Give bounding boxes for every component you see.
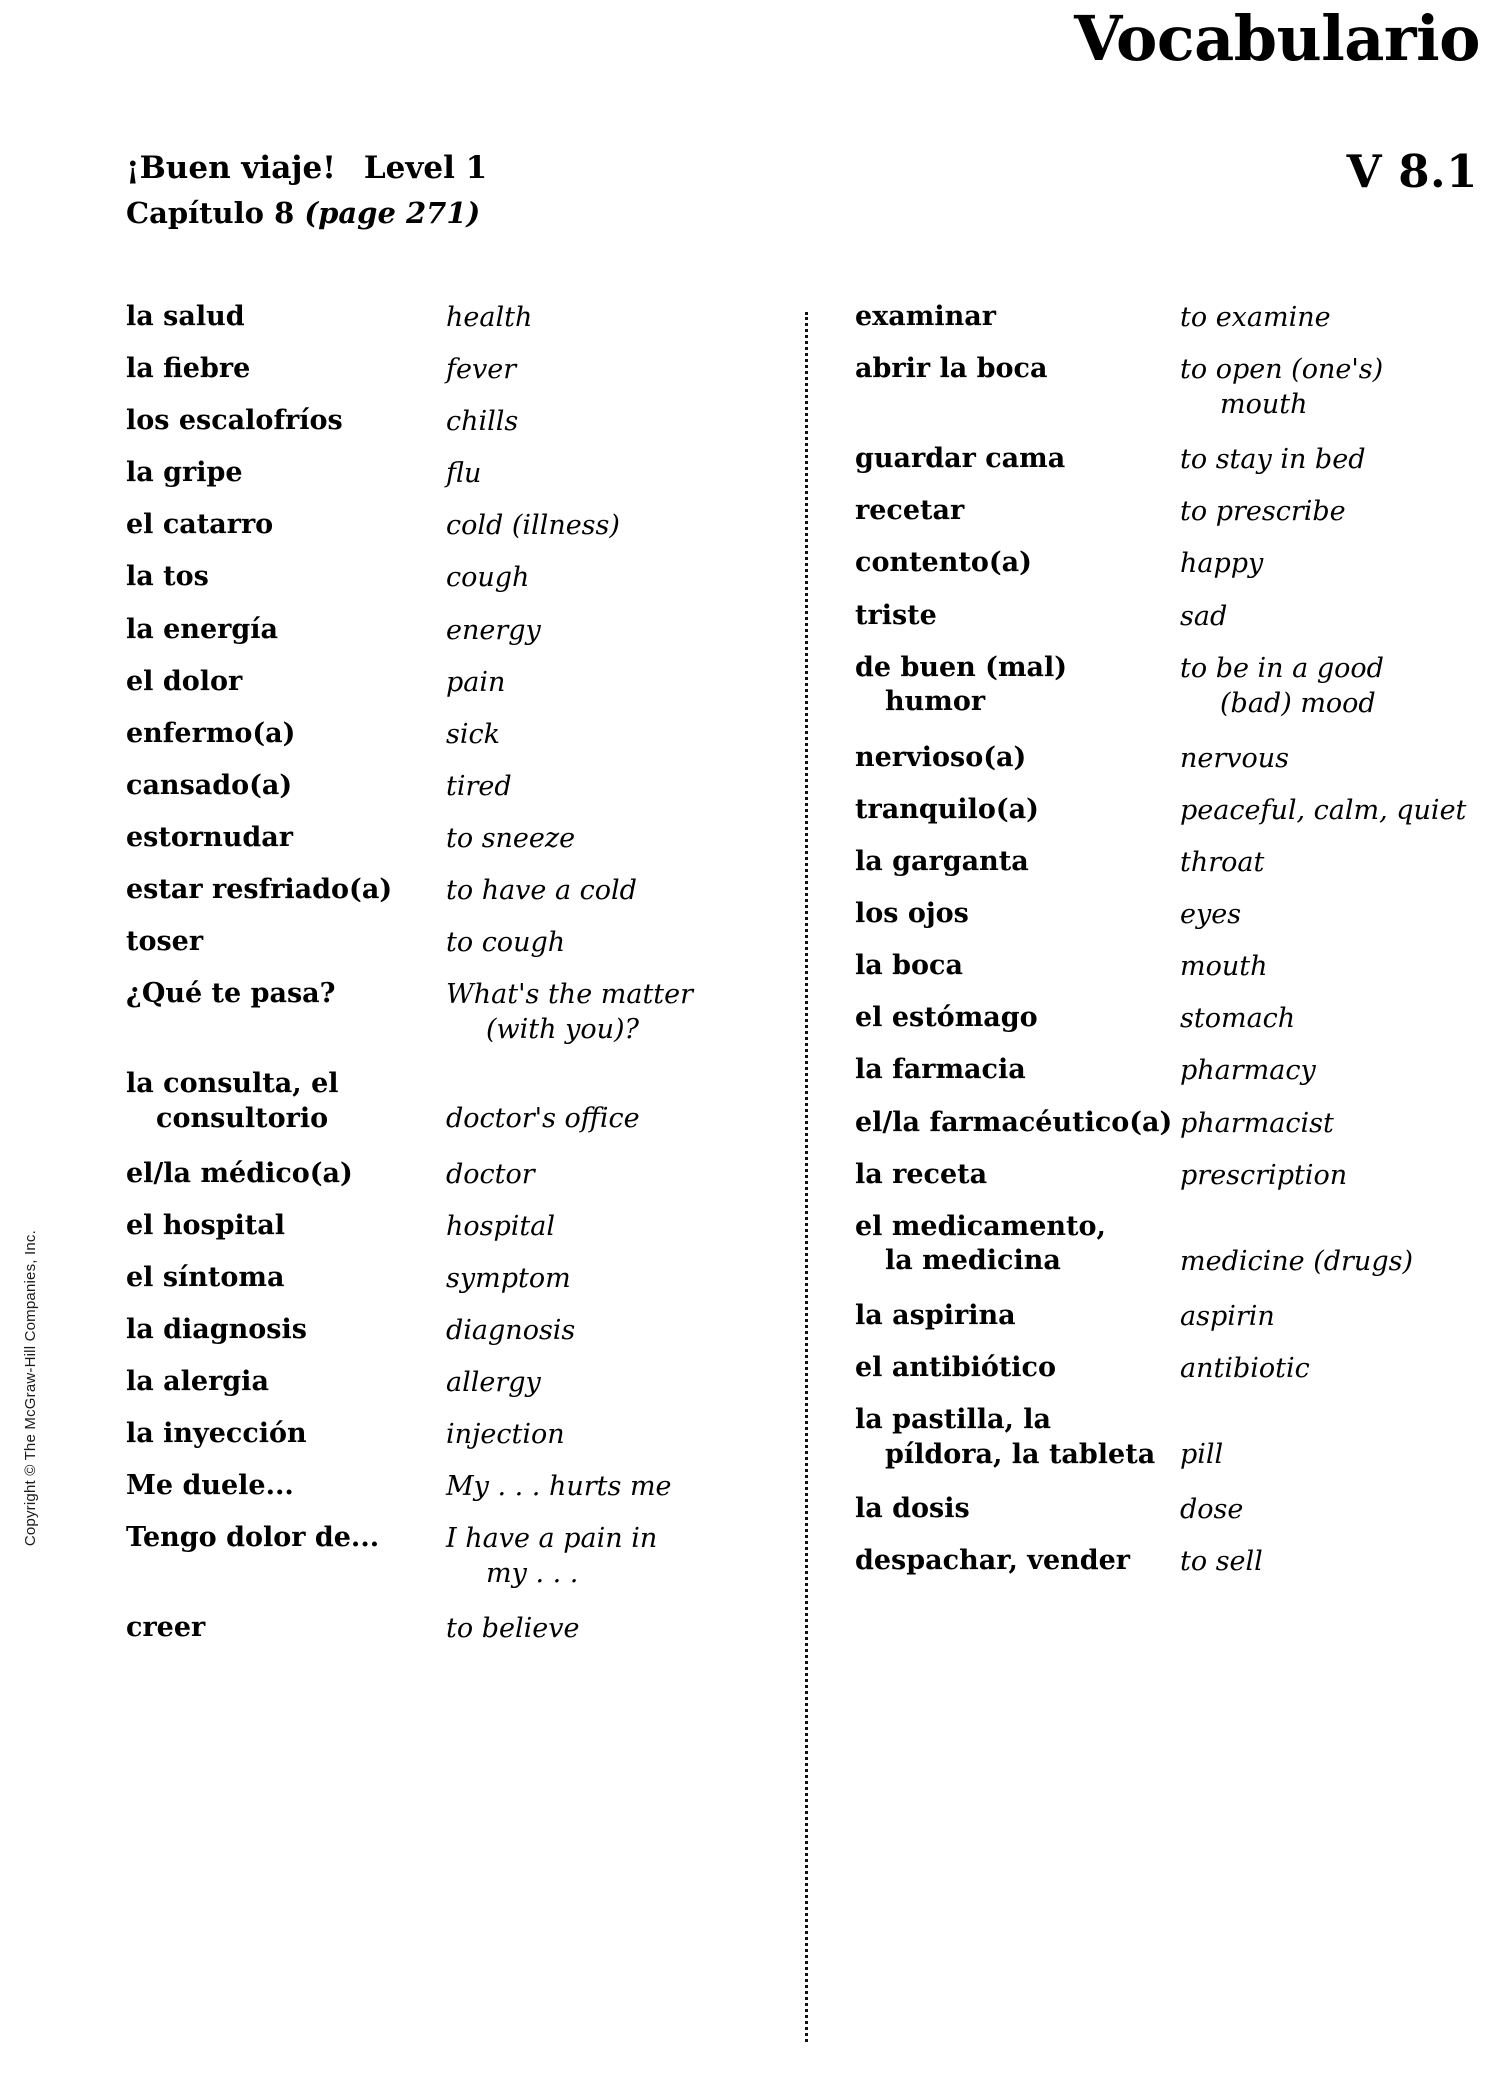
vocabulary-definition-text: to stay in bed: [1180, 444, 1366, 476]
vocabulary-definition-text: happy: [1180, 548, 1264, 580]
vocabulary-definition: [1180, 793, 1475, 828]
vocabulary-definition-text: allergy: [446, 1366, 541, 1398]
vocabulary-definition: [1180, 300, 1475, 335]
vocabulary-term-text: la garganta: [855, 846, 1029, 878]
vocabulary-entry: [855, 1492, 1475, 1527]
vocabulary-term: [126, 977, 446, 1012]
vocabulary-entry: [855, 949, 1475, 984]
vocabulary-term: [126, 717, 446, 752]
vocabulary-definition-text: sad: [1180, 600, 1228, 632]
vocabulary-term-text: el síntoma: [126, 1261, 285, 1293]
vocabulary-term: [126, 769, 446, 804]
vocabulary-definition: [1180, 599, 1475, 634]
vocabulary-term: [126, 352, 446, 387]
vocabulary-entry: [126, 1067, 786, 1136]
vocabulary-entry: [855, 1351, 1475, 1386]
vocabulary-definition-text: pharmacist: [1180, 1107, 1334, 1139]
vocabulary-definition-text: cold (illness): [446, 510, 620, 542]
vocabulary-definition: [446, 925, 786, 960]
vocabulary-definition: [446, 352, 786, 387]
vocabulary-definition: [1180, 1299, 1475, 1334]
vocabulary-entry: [126, 560, 786, 595]
vocabulary-term-text: los ojos: [855, 898, 969, 930]
vocabulary-term-text: enfermo(a): [126, 717, 296, 749]
vocabulary-term: [126, 1313, 446, 1348]
vocabulary-term-text: Me duele...: [126, 1470, 294, 1502]
vocabulary-definition: [1180, 494, 1475, 529]
vocabulary-definition-text: flu: [446, 458, 482, 490]
vocabulary-definition-text: to believe: [446, 1613, 580, 1645]
vocabulary-definition: [446, 1469, 786, 1504]
vocabulary-term-text: estornudar: [126, 821, 293, 853]
vocabulary-term: [855, 1053, 1180, 1088]
vocabulary-definition-text: medicine (drugs): [1180, 1245, 1413, 1277]
vocabulary-definition-text: peaceful, calm, quiet: [1180, 794, 1467, 826]
vocabulary-definition: [1180, 1158, 1475, 1193]
vocabulary-definition-text: to be in a good: [1180, 652, 1384, 684]
vocabulary-definition: [446, 560, 786, 595]
vocabulary-term-text: cansado(a): [126, 769, 293, 801]
vocabulary-definition-text: chills: [446, 406, 519, 438]
vocabulary-term-text-cont: humor: [885, 686, 986, 718]
vocabulary-definition: [446, 769, 786, 804]
vocabulary-definition-text: cough: [446, 562, 530, 594]
vocabulary-entry: [126, 300, 786, 335]
vocabulary-term: [126, 1067, 446, 1136]
vocabulary-term: [126, 404, 446, 439]
vocabulary-term-text: los escalofríos: [126, 405, 343, 437]
vocabulary-entry: [126, 1611, 786, 1646]
vocabulary-definition-text: to prescribe: [1180, 496, 1346, 528]
vocabulary-entry: [126, 873, 786, 908]
vocabulary-term-text: despachar, vender: [855, 1545, 1131, 1577]
vocabulary-definition: [1180, 1210, 1475, 1279]
vocabulary-term-text: la boca: [855, 950, 963, 982]
vocabulary-term-text: ¿Qué te pasa?: [126, 978, 336, 1010]
vocabulary-entry: [126, 821, 786, 856]
vocabulary-term-text: el hospital: [126, 1209, 286, 1241]
vocabulary-term: [855, 1001, 1180, 1036]
vocabulary-definition-text: doctor's office: [446, 1103, 640, 1135]
vocabulary-term: [126, 1365, 446, 1400]
vocabulary-entry: [855, 897, 1475, 932]
vocabulary-term: [855, 1210, 1180, 1279]
vocabulary-term: [855, 897, 1180, 932]
vocabulary-definition-text: aspirin: [1180, 1300, 1275, 1332]
page-title: Vocabulario: [1074, 2, 1480, 75]
vocabulary-definition: [446, 1067, 786, 1136]
vocabulary-definition-text: pill: [1180, 1438, 1224, 1470]
vocabulary-term-text: la aspirina: [855, 1299, 1016, 1331]
vocabulary-definition-text: My . . . hurts me: [446, 1471, 672, 1503]
vocabulary-entry: [855, 793, 1475, 828]
vocabulary-definition: [1180, 1106, 1475, 1141]
vocabulary-definition: [1180, 949, 1475, 984]
vocabulary-term-text: Tengo dolor de...: [126, 1522, 380, 1554]
vocabulary-entry: [126, 456, 786, 491]
vocabulary-definition: [1180, 1403, 1475, 1472]
book-title: ¡Buen viaje!: [126, 150, 336, 186]
vocabulary-definition-text: tired: [446, 770, 512, 802]
vocabulary-term-text: el/la farmacéutico(a): [855, 1106, 1173, 1138]
vocabulary-entry: [126, 665, 786, 700]
vocabulary-definition-text: energy: [446, 614, 541, 646]
vocabulary-definition-text: to sell: [1180, 1546, 1263, 1578]
vocabulary-definition-text-cont: (with you)?: [486, 1014, 640, 1046]
vocabulary-term-text: la receta: [855, 1158, 988, 1190]
vocabulary-term-text: la consulta, el: [126, 1068, 339, 1100]
vocabulary-term-text: la salud: [126, 301, 245, 332]
vocabulary-definition-text: diagnosis: [446, 1314, 576, 1346]
vocabulary-entry: [855, 546, 1475, 581]
vocabulary-definition-text: What's the matter: [446, 979, 694, 1011]
vocabulary-definition-text-cont: my . . .: [486, 1558, 579, 1590]
vocabulary-term-text: el antibiótico: [855, 1351, 1057, 1383]
vocabulary-definition: [1180, 546, 1475, 581]
vocabulary-definition: [446, 873, 786, 908]
vocabulary-definition-text: to sneeze: [446, 822, 576, 854]
vocabulary-term-text: toser: [126, 926, 204, 958]
book-level: Level 1: [363, 150, 488, 186]
vocabulary-definition: [1180, 442, 1475, 477]
vocabulary-entry: [126, 508, 786, 543]
vocabulary-entry: [855, 494, 1475, 529]
vocabulary-entry: [126, 352, 786, 387]
vocabulary-definition-text: I have a pain in: [446, 1523, 658, 1555]
vocabulary-entry: [855, 1053, 1475, 1088]
vocabulary-definition-text: antibiotic: [1180, 1352, 1310, 1384]
vocabulary-term: [126, 508, 446, 543]
vocabulary-term-text: la fiebre: [126, 353, 251, 385]
vocabulary-term-text: la tos: [126, 561, 209, 593]
vocabulary-term-text: la inyección: [126, 1417, 307, 1449]
vocabulary-column-left: [126, 300, 786, 1663]
vocabulary-term: [126, 925, 446, 960]
vocabulary-column-right: [855, 300, 1475, 1596]
vocabulary-entry: [855, 599, 1475, 634]
vocabulary-definition-text: hospital: [446, 1210, 556, 1242]
vocabulary-definition-text-cont: mouth: [1220, 389, 1308, 421]
vocabulary-term: [855, 1351, 1180, 1386]
vocabulary-term: [855, 599, 1180, 634]
vocabulary-definition-text: throat: [1180, 847, 1265, 879]
vocabulary-definition-text: fever: [446, 354, 517, 386]
vocabulary-entry: [855, 442, 1475, 477]
vocabulary-entry: [126, 1157, 786, 1192]
vocabulary-term: [126, 1611, 446, 1646]
vocabulary-definition: [446, 613, 786, 648]
vocabulary-entry: [855, 1210, 1475, 1279]
vocabulary-term-text: el estómago: [855, 1002, 1038, 1034]
vocabulary-definition: [446, 1417, 786, 1452]
vocabulary-term: [126, 1521, 446, 1556]
vocabulary-definition-text: eyes: [1180, 899, 1242, 931]
vocabulary-definition-text: prescription: [1180, 1159, 1348, 1191]
vocabulary-definition-text: dose: [1180, 1494, 1244, 1526]
vocabulary-definition: [446, 1365, 786, 1400]
vocabulary-definition-text: to have a cold: [446, 875, 637, 907]
vocabulary-entry: [855, 1299, 1475, 1334]
vocabulary-definition: [1180, 1351, 1475, 1386]
vocabulary-term: [126, 560, 446, 595]
vocabulary-term: [126, 821, 446, 856]
vocabulary-term-text: la energía: [126, 613, 278, 645]
vocabulary-definition-text: pain: [446, 666, 506, 698]
vocabulary-definition-text: to cough: [446, 927, 566, 959]
vocabulary-term: [855, 1544, 1180, 1579]
vocabulary-definition-text: doctor: [446, 1158, 535, 1190]
vocabulary-definition-text: stomach: [1180, 1003, 1296, 1035]
vocabulary-term-text: el medicamento,: [855, 1210, 1106, 1242]
vocabulary-term: [126, 300, 446, 335]
vocabulary-definition-text-cont: (bad) mood: [1220, 687, 1376, 719]
vocabulary-term: [126, 456, 446, 491]
vocabulary-entry: [126, 1313, 786, 1348]
vocabulary-term-text: creer: [126, 1612, 206, 1644]
vocabulary-definition: [446, 1209, 786, 1244]
vocabulary-term: [855, 494, 1180, 529]
vocabulary-definition: [446, 508, 786, 543]
vocabulary-term: [855, 793, 1180, 828]
vocabulary-term: [855, 1299, 1180, 1334]
vocabulary-definition: [1180, 1544, 1475, 1579]
vocabulary-term-text: el dolor: [126, 665, 243, 697]
vocabulary-term-text: nervioso(a): [855, 741, 1027, 773]
vocabulary-term-text-cont: consultorio: [156, 1102, 329, 1134]
vocabulary-entry: [855, 741, 1475, 776]
vocabulary-entry: [126, 1209, 786, 1244]
vocabulary-term-text-cont: píldora, la tableta: [885, 1438, 1156, 1470]
vocabulary-term-text: la dosis: [855, 1493, 970, 1525]
vocabulary-entry: [126, 1417, 786, 1452]
vocabulary-definition: [1180, 845, 1475, 880]
vocabulary-term: [126, 1261, 446, 1296]
vocabulary-entry: [855, 651, 1475, 721]
vocabulary-term-text: abrir la boca: [855, 353, 1048, 385]
vocabulary-entry: [855, 300, 1475, 335]
vocabulary-term-text-cont: la medicina: [885, 1245, 1061, 1277]
vocabulary-term: [855, 442, 1180, 477]
vocabulary-term-text: la farmacia: [855, 1054, 1026, 1086]
vocabulary-term: [855, 546, 1180, 581]
vocabulary-term-text: la gripe: [126, 457, 243, 489]
vocabulary-definition-text: to examine: [1180, 302, 1331, 333]
vocabulary-definition: [446, 821, 786, 856]
chapter-label: Capítulo 8: [126, 196, 295, 230]
vocabulary-term-text: el catarro: [126, 509, 274, 541]
vocabulary-entry: [126, 1365, 786, 1400]
vocabulary-definition: [1180, 352, 1475, 422]
vocabulary-definition: [446, 300, 786, 335]
copyright-notice: Copyright © The McGraw-Hill Companies, Inc.: [22, 1230, 39, 1547]
vocabulary-definition: [1180, 741, 1475, 776]
vocabulary-term-text: recetar: [855, 495, 965, 527]
vocabulary-term-text: la diagnosis: [126, 1313, 307, 1345]
vocabulary-definition: [446, 665, 786, 700]
vocabulary-definition: [446, 456, 786, 491]
vocabulary-term-text: de buen (mal): [855, 651, 1068, 683]
vocabulary-term: [126, 1417, 446, 1452]
vocabulary-definition: [446, 977, 786, 1047]
vocabulary-term: [126, 665, 446, 700]
vocabulary-term-text: contento(a): [855, 547, 1032, 579]
vocabulary-entry: [855, 1403, 1475, 1472]
vocabulary-definition: [446, 717, 786, 752]
vocabulary-term-text: la alergia: [126, 1365, 269, 1397]
vocabulary-entry: [855, 845, 1475, 880]
vocabulary-definition-text: symptom: [446, 1262, 571, 1294]
vocabulary-entry: [126, 977, 786, 1047]
vocabulary-entry: [126, 1521, 786, 1591]
vocabulary-definition-text: pharmacy: [1180, 1055, 1316, 1087]
vocabulary-entry: [855, 1106, 1475, 1141]
vocabulary-definition: [1180, 1053, 1475, 1088]
page-reference: (page 271): [304, 196, 481, 230]
vocabulary-definition: [1180, 651, 1475, 721]
vocabulary-term: [855, 949, 1180, 984]
vocabulary-entry: [855, 1158, 1475, 1193]
vocabulary-term: [126, 613, 446, 648]
vocabulary-term: [126, 1157, 446, 1192]
vocabulary-term: [855, 1158, 1180, 1193]
vocabulary-definition-text: sick: [446, 718, 500, 750]
vocabulary-definition-text: health: [446, 302, 533, 333]
vocabulary-term-text: triste: [855, 599, 937, 631]
vocabulary-entry: [126, 613, 786, 648]
vocabulary-definition: [446, 1261, 786, 1296]
vocabulary-term: [126, 1209, 446, 1244]
vocabulary-term: [855, 300, 1180, 335]
vocabulary-definition-text: to open (one's): [1180, 354, 1384, 386]
vocabulary-term-text: estar resfriado(a): [126, 874, 393, 906]
vocabulary-entry: [126, 717, 786, 752]
vocabulary-definition: [446, 1313, 786, 1348]
vocabulary-definition: [446, 1611, 786, 1646]
vocabulary-term: [855, 845, 1180, 880]
vocabulary-entry: [855, 1544, 1475, 1579]
vocabulary-term-text: tranquilo(a): [855, 793, 1039, 825]
vocabulary-definition: [1180, 1001, 1475, 1036]
subheader: [126, 150, 487, 230]
vocabulary-definition: [446, 404, 786, 439]
vocabulary-term: [855, 1492, 1180, 1527]
version-label: V 8.1: [1346, 145, 1478, 198]
vocabulary-term: [855, 741, 1180, 776]
vocabulary-term-text: el/la médico(a): [126, 1157, 353, 1189]
column-divider: [805, 312, 808, 2042]
vocabulary-entry: [126, 925, 786, 960]
vocabulary-entry: [126, 769, 786, 804]
vocabulary-entry: [126, 1261, 786, 1296]
vocabulary-definition: [1180, 1492, 1475, 1527]
vocabulary-term: [855, 651, 1180, 720]
vocabulary-term-text: guardar cama: [855, 443, 1066, 475]
vocabulary-entry: [855, 1001, 1475, 1036]
vocabulary-entry: [855, 352, 1475, 422]
vocabulary-term: [126, 1469, 446, 1504]
vocabulary-definition-text: injection: [446, 1418, 565, 1450]
vocabulary-definition-text: nervous: [1180, 742, 1290, 774]
vocabulary-term: [855, 1106, 1180, 1141]
vocabulary-term: [126, 873, 446, 908]
vocabulary-term: [855, 352, 1180, 387]
vocabulary-entry: [126, 1469, 786, 1504]
vocabulary-term-text: examinar: [855, 301, 996, 332]
vocabulary-definition-text: mouth: [1180, 951, 1268, 983]
vocabulary-term-text: la pastilla, la: [855, 1403, 1052, 1435]
vocabulary-definition: [1180, 897, 1475, 932]
vocabulary-definition: [446, 1521, 786, 1591]
vocabulary-entry: [126, 404, 786, 439]
vocabulary-definition: [446, 1157, 786, 1192]
vocabulary-term: [855, 1403, 1180, 1472]
